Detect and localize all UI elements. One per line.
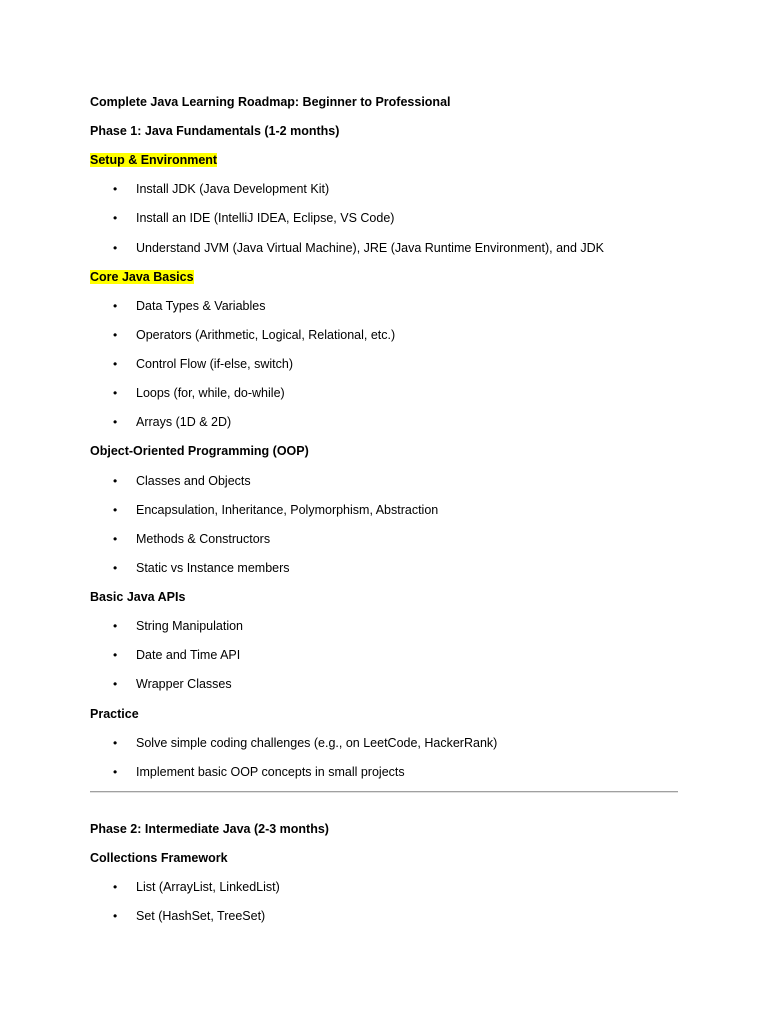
phase1-heading: Phase 1: Java Fundamentals (1-2 months) xyxy=(90,124,340,138)
list-item: Implement basic OOP concepts in small projects xyxy=(136,765,405,779)
list-item: Install an IDE (IntelliJ IDEA, Eclipse, VS Code) xyxy=(136,211,395,225)
bullet: • xyxy=(113,880,118,894)
bullet: • xyxy=(113,357,118,371)
bullet: • xyxy=(113,299,118,313)
list-item: Set (HashSet, TreeSet) xyxy=(136,909,266,923)
list-item: Static vs Instance members xyxy=(136,561,290,575)
list-item: Install JDK (Java Development Kit) xyxy=(136,182,330,196)
bullet: • xyxy=(113,241,118,255)
list-item: String Manipulation xyxy=(136,619,244,633)
list-item: Loops (for, while, do-while) xyxy=(136,386,285,400)
list-item: Data Types & Variables xyxy=(136,299,266,313)
bullet: • xyxy=(113,561,118,575)
list-item: Encapsulation, Inheritance, Polymorphism, Abstraction xyxy=(136,503,439,517)
bullet: • xyxy=(113,532,118,546)
practice-heading: Practice xyxy=(90,707,139,721)
bullet: • xyxy=(113,386,118,400)
bullet: • xyxy=(113,677,118,691)
list-item: Methods & Constructors xyxy=(136,532,271,546)
bullet: • xyxy=(113,474,118,488)
setup-heading xyxy=(90,152,217,168)
bullet: • xyxy=(113,503,118,517)
bullet: • xyxy=(113,736,118,750)
list-item: Classes and Objects xyxy=(136,474,251,488)
bullet: • xyxy=(113,619,118,633)
phase2-heading: Phase 2: Intermediate Java (2-3 months) xyxy=(90,822,329,836)
list-item: Arrays (1D & 2D) xyxy=(136,415,232,429)
core-basics-heading xyxy=(90,269,194,285)
collections-heading: Collections Framework xyxy=(90,851,228,865)
document-title: Complete Java Learning Roadmap: Beginner to Professional xyxy=(90,95,451,109)
bullet: • xyxy=(113,415,118,429)
oop-heading: Object-Oriented Programming (OOP) xyxy=(90,444,309,458)
setup-heading-highlight: Setup & Environment xyxy=(90,153,218,167)
bullet: • xyxy=(113,648,118,662)
list-item: Date and Time API xyxy=(136,648,241,662)
core-basics-heading-highlight: Core Java Basics xyxy=(90,270,194,284)
list-item: Solve simple coding challenges (e.g., on LeetCode, HackerRank) xyxy=(136,736,498,750)
basic-apis-heading: Basic Java APIs xyxy=(90,590,186,604)
bullet: • xyxy=(113,765,118,779)
list-item: Understand JVM (Java Virtual Machine), JRE (Java Runtime Environment), and JDK xyxy=(136,241,605,255)
horizontal-rule xyxy=(90,791,678,793)
bullet: • xyxy=(113,909,118,923)
list-item: List (ArrayList, LinkedList) xyxy=(136,880,280,894)
list-item: Wrapper Classes xyxy=(136,677,232,691)
list-item: Control Flow (if-else, switch) xyxy=(136,357,293,371)
bullet: • xyxy=(113,182,118,196)
list-item: Operators (Arithmetic, Logical, Relational, etc.) xyxy=(136,328,396,342)
bullet: • xyxy=(113,328,118,342)
bullet: • xyxy=(113,211,118,225)
